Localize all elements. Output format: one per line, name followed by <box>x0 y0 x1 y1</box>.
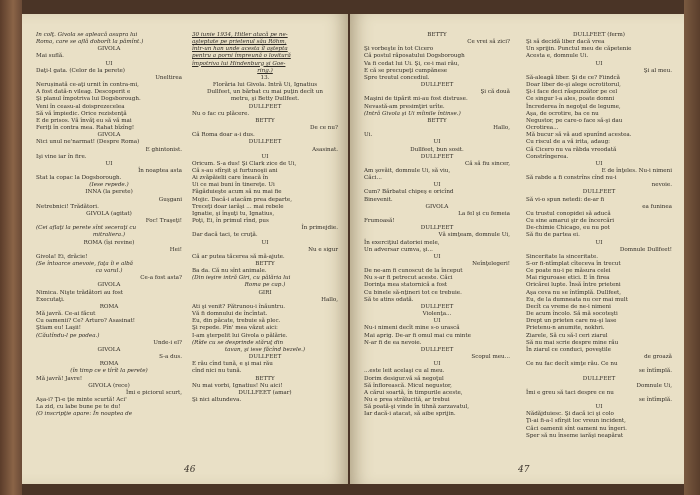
text-line: Daţi-l gata. (Celor de la perete) <box>36 67 125 74</box>
text-line: Cu oamenii? Ce? Arturo? Asasinat! <box>36 318 136 325</box>
text-line: Să-aleagă liber. Şi de ce? Fiindcă <box>526 74 621 81</box>
left-page <box>22 14 348 484</box>
text-line: Nu mai vorbi, Ignatius! Nu aici! <box>192 382 283 389</box>
text-line: Cu riscul de a vă irita, adaug: <box>526 139 611 146</box>
speaker-label: ROMA (își revine) <box>83 239 135 246</box>
text-line: Nu e prea strălucită, ar trebui <box>364 396 450 403</box>
text-line: Ati şi venit? Pătrunou-i înăuntru. <box>192 303 285 310</box>
text-line: Nimica. Nişte trădători au fost <box>36 289 123 296</box>
text-line: De-chimie Chicago, eu nu pot <box>526 225 610 232</box>
text-line: Vă simţeam, domnule Ui, <box>438 232 510 239</box>
text-line: se întîmplă. <box>638 396 672 403</box>
text-line: Să vi-o spun netedi: de-ar fi <box>526 196 605 203</box>
text-line: Constrîngerea. <box>526 153 569 160</box>
speaker-label: DULLFEET <box>248 354 282 361</box>
text-line: Decît ca vreme de ne-i nimeni <box>526 303 611 310</box>
stage-direction-line: (Se întoarce anevoie, faţa îi e albă <box>36 261 134 267</box>
text-line: Domnule Ui, <box>636 382 672 389</box>
speaker-label: UI <box>595 160 603 167</box>
text-line: Eu, de la dumneata nu cer mai mult <box>526 296 628 303</box>
text-line: Să fiu de partea ei. <box>526 232 580 239</box>
speaker-label: UI <box>105 160 113 167</box>
text-line: În exerciţiul datoriei mele, <box>364 239 440 246</box>
text-line: Dorinţa mea statornică a fost <box>364 282 448 289</box>
text-line: Ştiam eu! Laşii! <box>36 325 81 332</box>
text-line: Că postul răposatului Dogsborough <box>364 53 465 60</box>
text-line: În ziarul ce conduci, poveştile <box>526 346 611 353</box>
stage-direction-line: împotriva lui Hindenburg şi Goe- <box>192 60 286 67</box>
text-line: Să rabde a fi constrîns cînd nu-i <box>526 175 617 182</box>
text-line: Ţi-ai fi-a-l sfîrşit loc vreun incident, <box>526 418 626 425</box>
stage-direction-line: ring.) <box>257 67 273 74</box>
text-line: Aşa-i? Ţi-e ţie minte scurtă! Aci' <box>36 396 127 403</box>
text-line: Şi că două <box>480 89 510 96</box>
text-line: De ne-am fi cunoscut de la început <box>364 268 463 275</box>
text-line: Maşini de tipărit mi-au fost distruse. <box>364 96 468 103</box>
speaker-label: GIVOLA <box>425 203 449 210</box>
speaker-label: ROMA <box>99 361 119 368</box>
text-line: Acesta e, domnule Ui. <box>526 53 589 60</box>
text-line: Doar liber de-şi alege ocrotitorul, <box>526 82 621 89</box>
text-line: Mai riguroase etici. E în firea <box>526 275 610 282</box>
stage-direction-line: (Căutîndu-l pe podea.) <box>36 332 100 339</box>
text-line: Să te atins odată. <box>364 296 414 303</box>
speaker-label: BETTY <box>427 32 447 38</box>
text-line: Aşa, de ocrotire, ba ce nu <box>526 110 599 117</box>
stage-direction-line: (Iese repede.) <box>89 182 129 189</box>
text-line: Asasinat. <box>312 146 338 153</box>
text-line: Mojic. Dacă-i atacăm prea departe, <box>192 196 293 203</box>
speaker-label: GIVOLA <box>97 346 121 353</box>
speaker-label: UI <box>433 182 441 189</box>
text-line: Ziarele, Să cu să-l ceri ziarul <box>526 332 608 339</box>
text-line: La zid, cu labe bune pe te du! <box>36 404 121 411</box>
text-line: ...este leit acelaşi cu al meu. <box>364 368 445 375</box>
text-line: E de prisos. Vă învăţ eu să vă mai <box>36 117 132 124</box>
text-line: Veni în ceasu-al doisprezecelea <box>36 103 125 110</box>
text-line: Prietenu-n anumite, nokhri. <box>526 325 605 332</box>
speaker-label: UI <box>595 60 603 67</box>
text-line: Îmi e piciorul scurt, <box>126 389 182 396</box>
stage-direction-line: Roma pe cap.) <box>244 282 286 289</box>
speaker-label: BETTY <box>255 261 275 267</box>
speaker-label: metru, şi Betty Dullfeet. <box>230 96 300 103</box>
right-page <box>350 14 684 484</box>
speaker-label: DULLFEET <box>582 189 616 196</box>
text-line: Va fi cedat lui Ui. Şi, ce-i mai rău, <box>364 60 460 67</box>
stage-direction-line: pentru a porni împreună o lovitură <box>192 53 291 60</box>
text-line: Un sprijin. Punctul meu de căpetenie <box>526 46 632 53</box>
text-line: Cu sine amarui şir de încercări <box>526 218 615 225</box>
text-line: Oricum. S-a dus! Şi Clark zice de Ui, <box>192 160 297 167</box>
text-line: Aşa ceva nu se întîmplă. Dullfeet, <box>526 289 622 296</box>
speaker-label: BETTY <box>255 117 275 124</box>
text-line: Un adversar cumva, şi... <box>364 246 433 253</box>
text-line: Făgăduieşte acum să nu mai fie <box>192 189 282 196</box>
text-line: Iar dacă-i atacat, să aibe sprijin. <box>364 411 456 418</box>
text-line: Nu-i nimeni decît mine s-o urască <box>364 325 460 332</box>
text-line: S-or fi-ntîmplat cîteceva în trecut <box>526 261 621 267</box>
text-line: Nădăjduiesc. Şi dacă ici şi colo <box>526 411 614 418</box>
text-line: Sper să nu înseme iarăşi neapărat <box>526 432 624 439</box>
text-line: Şi-i face deci răspunzător pe cel <box>526 89 618 96</box>
text-line: nevoie. <box>651 182 672 189</box>
text-line: Sinceritate la sinceritate. <box>526 253 599 260</box>
text-line: Şi repede. Pîn' mea văzut aici: <box>192 325 278 332</box>
speaker-label: INNA (la perete) <box>85 189 133 196</box>
text-line: Stat la copac la Dogsborough. <box>36 175 122 182</box>
text-line: Ui ce mai buni în tinereţe. Ui <box>192 182 275 189</box>
text-line: cînd nici nu tună. <box>192 368 242 375</box>
stage-direction-line: 30 iunie 1934, Hitler atacă pe ne- <box>192 32 288 38</box>
text-line: Ocrotirea... <box>526 125 559 132</box>
speaker-label: UI <box>433 318 441 325</box>
stage-direction-line: In colţ. Givola se apleacă asupra lui <box>36 32 138 38</box>
speaker-label: DULLFEET <box>248 139 282 146</box>
text-line: Şi să decidă liber dacă vrea <box>526 39 605 46</box>
text-line: Işi vine iar în fire. <box>36 153 87 160</box>
text-line: Mai aprig. De-ar fi omul mai cu minte <box>364 332 471 339</box>
stage-direction-line: într-un han unde acesta îl aştepta <box>192 46 288 53</box>
stage-direction-line: ca varul.) <box>95 268 123 275</box>
text-line: Unde-i el? <box>153 339 182 346</box>
text-line: Îmi e greu să taci despre ce nu <box>526 389 614 396</box>
text-line: În noaptea asta <box>138 167 182 174</box>
right-page-column-1 <box>364 32 510 418</box>
text-line: Nici unul ne'narmat! (Despre Roma) <box>36 139 140 146</box>
text-line: Şi planul împotriva lui Dogsborough. <box>36 96 141 103</box>
speaker-label: DULLFEET <box>420 303 454 310</box>
speaker-label: GIVOLA <box>97 282 121 289</box>
text-line: Vă fi domnului de încîntat. <box>192 311 268 318</box>
text-line: Ce poate nu-i pe măsura celei <box>526 268 611 275</box>
text-line: Că Cicero nu va răbda vreodată <box>526 146 617 153</box>
text-line: Dorim desigur.vă să negoţul <box>364 375 444 382</box>
speaker-label: UI <box>261 153 269 160</box>
text-line: Să înflorească. Micul negustor, <box>364 382 452 389</box>
speaker-label: DULLFEET <box>420 82 454 89</box>
text-line: Nu s-ar fi petrecut aceste. Căci <box>364 275 453 282</box>
speaker-label: GIVOLA <box>97 132 121 139</box>
text-line: În primejdie. <box>301 225 338 232</box>
text-line: Ba da. Că nu sînt animale. <box>192 268 267 275</box>
speaker-label: DULLFEET <box>420 225 454 232</box>
speaker-label: UI <box>433 253 441 260</box>
speaker-label: DULLFEET <box>420 153 454 160</box>
text-line: Givola! Ei, drăcie! <box>36 253 88 260</box>
text-line: se întîmplă. <box>638 368 672 375</box>
text-line: Încrederea în negoţul de legume, <box>526 103 621 110</box>
text-line: E rău cînd tună, e şi mai rău <box>192 361 273 368</box>
speaker-label: BETTY <box>255 375 275 382</box>
speaker-label: Dullfeet, bun sosit. <box>410 146 464 153</box>
text-line: Că Roma doar a-i dus. <box>192 132 255 139</box>
text-line: Frumoasă! <box>364 218 395 225</box>
text-line: E că se precupeţi cumpănese <box>364 67 448 74</box>
text-line: Hallo, <box>321 296 338 303</box>
text-line: A fost dată-n vileag. Descoperit e <box>36 89 131 96</box>
text-line: Eu, din păcate, trebuie să plec. <box>192 318 281 325</box>
text-line: Hei! <box>169 246 182 253</box>
stage-direction-line: tavan, şi iese făcînd bezele.) <box>224 346 306 353</box>
text-line: Nerușinată ce-aţi urnit în contra-mi, <box>36 82 139 89</box>
speaker-label: GIVOLA (agitat) <box>86 210 132 217</box>
speaker-label: GIVOLA <box>97 46 121 53</box>
text-line: Spre treutul concediul. <box>364 74 430 81</box>
text-line: Nu o fac cu plăcere. <box>192 110 250 117</box>
speaker-label: Dullfeet, un bărbat cu mai puţin decît un <box>206 89 324 96</box>
text-line: Cum? Bărbatul chipeş e oricînd <box>364 189 454 196</box>
text-line: Că ar putea tăcerea să mă-ajute. <box>192 253 285 260</box>
text-line: Să nu mai scrie despre mine rău <box>526 339 619 346</box>
speaker-label: UI <box>105 60 113 67</box>
text-line: S-a dus. <box>159 354 182 361</box>
text-line: La fel şi cu femeia <box>458 210 510 217</box>
left-page-column-1 <box>36 32 182 418</box>
text-line: Şi al meu. <box>643 67 672 74</box>
text-line: De acum încolo. Să mă socoteşti <box>526 311 618 318</box>
text-line: Căci... <box>364 175 382 182</box>
text-line: Dar dacă taci, te cruţă. <box>192 232 258 239</box>
text-line: Hallo, <box>493 125 510 132</box>
stage-direction-line: (O inscripţie apare: În noaptea de <box>36 411 133 418</box>
text-line: I-am şterpelit lui Givola o pălărie. <box>192 332 288 339</box>
text-line: de groază <box>644 354 672 361</box>
text-line: Ui. <box>364 132 373 139</box>
speaker-label: 13. <box>260 74 270 81</box>
left-page-column-2 <box>192 32 338 404</box>
text-line: Mă bucur să vă aud spunînd acestea. <box>526 132 632 139</box>
text-line: Să poată-şi vinde în tihnă zarzavatul, <box>364 404 470 411</box>
text-line: Negustor, pe care-o face să-şi dau <box>526 117 623 124</box>
stage-direction-line: mitraliera.) <box>92 232 126 239</box>
speaker-label: UI <box>261 239 269 246</box>
right-page-column-2 <box>526 32 672 440</box>
text-line: A cărui soartă, în timpurile aceste, <box>364 389 463 396</box>
speaker-label: DULLFEET (ferm) <box>573 32 625 38</box>
text-line: Cu trustul conopidei să aducă <box>526 210 611 217</box>
text-line: Poţi, Ei, în primul rînd, pus <box>192 218 269 225</box>
speaker-label: UI <box>433 139 441 146</box>
text-line: Neînţelegeri! <box>472 261 510 267</box>
text-line: Uneltirea <box>155 74 182 81</box>
text-line: Mă javră! Javre! <box>36 375 83 382</box>
speaker-label: DULLFEET <box>582 375 616 382</box>
stage-direction-line: aşteptate pe prietenul său Röhm, <box>192 39 287 46</box>
text-line: Ce nu fac decît simţe rău. Ce nu <box>526 361 618 368</box>
speaker-label: DULLFEET (amar) <box>238 389 292 396</box>
speaker-label: ROMA <box>99 303 119 310</box>
text-line: Treceţi doar iarăşi ... mai rebele <box>192 203 284 210</box>
text-line: Căci oamenii sînt oameni nu îngeri. <box>526 425 627 432</box>
speaker-label: UI <box>433 361 441 368</box>
text-line: Feriţi în contra mea. Rahat bîzîng! <box>36 125 135 132</box>
text-line: Şi nici altundeva. <box>192 396 242 403</box>
text-line: Netrebnici! Trădători. <box>36 203 99 210</box>
text-line: Guşgani <box>158 196 182 203</box>
speaker-label: UI <box>595 404 603 411</box>
text-line: Oricărei lupte. Însă între prieteni <box>526 282 621 289</box>
text-line: Ignatie, şi înşuţi tu, Ignatius, <box>192 210 275 217</box>
book-cover-right-edge <box>684 0 700 495</box>
text-line: Ce vrei să zici? <box>467 39 510 46</box>
text-line: E de înţeles. Nu-i nimeni <box>601 167 672 174</box>
text-line: Ce singur l-a ales, poate domni <box>526 96 615 103</box>
text-line: Că s-au sfîrşit şi furtunoşii ani <box>192 167 278 174</box>
text-line: ea funinea <box>642 203 672 210</box>
text-line: N-ar fi de ea nevoie. <box>364 339 422 346</box>
text-line: Scopul meu... <box>471 354 510 361</box>
stage-direction-line: (Cei aflaţi la perete sînt seceraţi cu <box>36 225 137 232</box>
speaker-label: UI <box>595 239 603 246</box>
text-line: Mai suflă. <box>36 53 64 60</box>
text-line: Am şovăit, domnule Ui, să viu, <box>364 167 451 174</box>
speaker-label: Florăria lui Givola. Intră Ui, Ignatius <box>212 82 318 89</box>
text-line: Mă javră. Ce-ai făcut <box>36 311 96 318</box>
text-line: Ai zvăpăielii care îneacă în <box>192 175 269 182</box>
text-line: Domnule Dullfeet! <box>619 246 672 253</box>
stage-direction-line: (Din ieşire intră Giri, cu pălăria lui <box>192 275 291 282</box>
speaker-label: DULLFEET <box>420 346 454 353</box>
stage-direction-line: Roma, care se află doborît la pămînt.) <box>36 39 144 46</box>
right-page-number: 47 <box>518 465 530 475</box>
text-line: E ghintonist. <box>145 146 182 153</box>
text-line: Drept un prieten care nu-şi lase <box>526 318 617 325</box>
book-cover-left-edge <box>0 0 22 495</box>
stage-direction-line: (Rîde cu se desprinde stăruţ din <box>192 339 284 346</box>
text-line: Nevastă-am presimţiri urîte. <box>364 103 445 110</box>
text-line: Executaţi. <box>36 296 65 303</box>
text-line: Nu e sigur <box>308 246 338 253</box>
speaker-label: BETTY <box>427 117 447 124</box>
text-line: Să vă împiedic. Orice rezistenţă <box>36 110 127 117</box>
stage-direction-line: (în timp ce e tîrît la perete) <box>70 368 148 375</box>
speaker-label: GIRI <box>258 289 272 296</box>
text-line: Cu binele să-nţineri tot ce trebuie. <box>364 289 462 296</box>
speaker-label: DULLFEET <box>248 103 282 110</box>
text-line: Binevenit. <box>364 196 393 203</box>
text-line: Şi vorbeşte în tot Cicero <box>364 46 434 53</box>
text-line: De ce nu? <box>310 125 338 132</box>
text-line: Foc! Traşeţi! <box>145 218 182 225</box>
stage-direction-line: (Intră Givola şi Ui mîinile întinse.) <box>364 110 461 117</box>
speaker-label: Violenţa... <box>422 311 452 318</box>
speaker-label: GIVOLA (rece) <box>88 382 130 389</box>
text-line: Că să fiu sincer, <box>464 160 510 167</box>
left-page-number: 46 <box>184 465 196 475</box>
text-line: Ce-a fost asta? <box>140 275 182 282</box>
